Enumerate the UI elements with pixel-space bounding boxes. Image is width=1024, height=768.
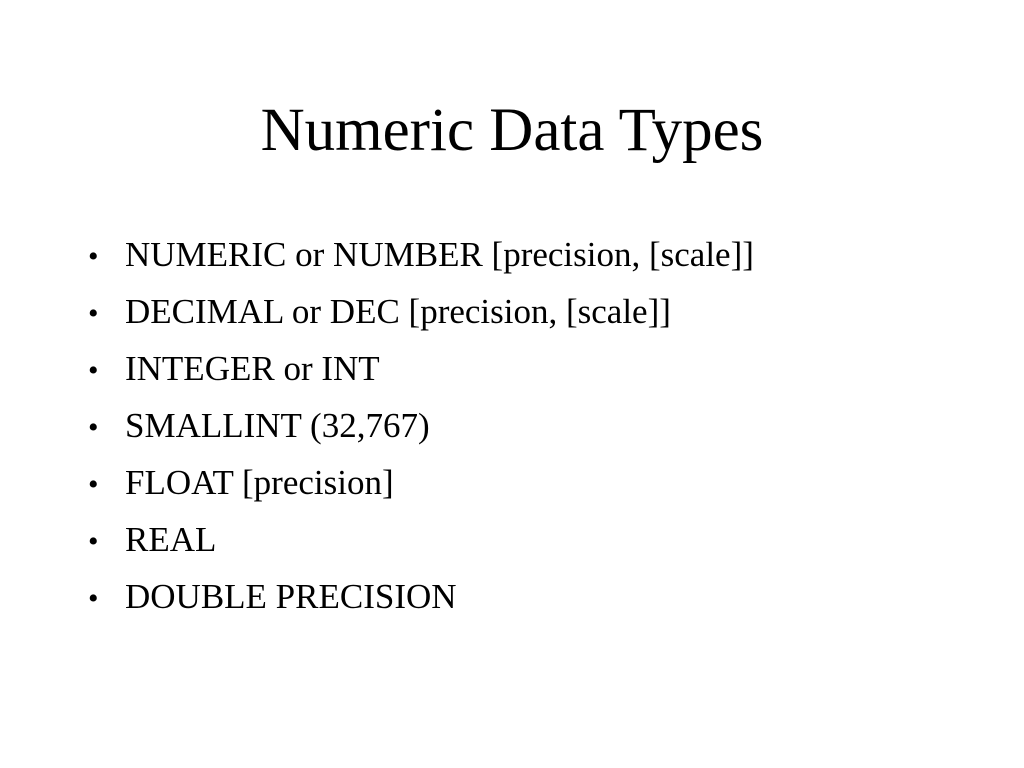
bullet-icon: • <box>88 297 99 330</box>
bullet-text: DECIMAL or DEC [precision, [scale]] <box>125 292 671 331</box>
bullet-item-real <box>88 511 948 568</box>
bullet-item-double-precision <box>88 568 948 625</box>
bullet-list <box>88 226 948 625</box>
bullet-text: FLOAT [precision] <box>125 463 394 502</box>
bullet-icon: • <box>88 354 99 387</box>
slide-title: Numeric Data Types <box>260 97 764 164</box>
bullet-text: NUMERIC or NUMBER [precision, [scale]] <box>125 235 754 274</box>
bullet-item-integer <box>88 340 948 397</box>
bullet-item-float <box>88 454 948 511</box>
bullet-item-smallint <box>88 397 948 454</box>
bullet-text: SMALLINT (32,767) <box>125 406 430 445</box>
bullet-icon: • <box>88 582 99 615</box>
bullet-text: REAL <box>125 520 217 559</box>
bullet-item-decimal <box>88 283 948 340</box>
bullet-icon: • <box>88 240 99 273</box>
bullet-icon: • <box>88 468 99 501</box>
bullet-item-numeric <box>88 226 948 283</box>
bullet-icon: • <box>88 525 99 558</box>
bullet-text: DOUBLE PRECISION <box>125 577 457 616</box>
bullet-text: INTEGER or INT <box>125 349 380 388</box>
bullet-icon: • <box>88 411 99 444</box>
